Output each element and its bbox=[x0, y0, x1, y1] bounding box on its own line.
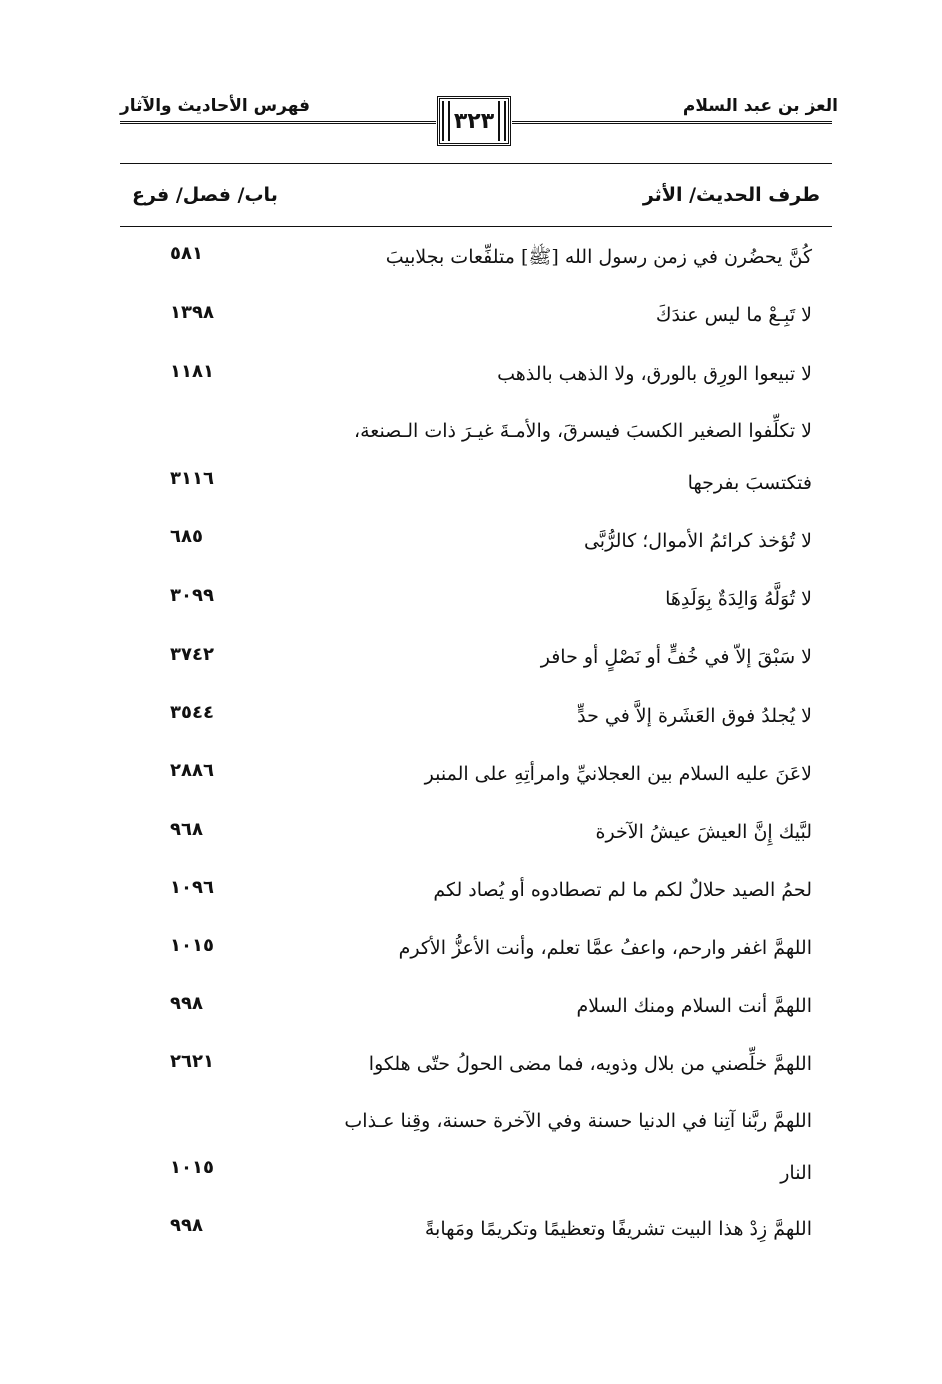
entry-text: لا تُوَلَّهُ وَالِدَةٌ بِوَلَدِهَا bbox=[665, 588, 812, 610]
page-number: ٣٢٣ bbox=[437, 96, 511, 146]
entry-text-continued: النار bbox=[780, 1162, 812, 1184]
text-column-header: طرف الحديث/ الأثر bbox=[642, 184, 820, 206]
entry-ref: ٢٨٨٦ bbox=[170, 760, 214, 781]
entry-ref: ٣٥٤٤ bbox=[170, 702, 214, 723]
entry-text: لحمُ الصيد حلالٌ لكم ما لم تصطادوه أو يُصاد لكم bbox=[433, 879, 812, 901]
entry-text: لا تَبِـعْ ما ليس عندَكَ bbox=[655, 304, 812, 326]
entry-text: لا تكلِّفوا الصغير الكسبَ فيسرقَ، والأمـةَ غيـرَ ذات الـصنعة، bbox=[353, 420, 812, 442]
entry-text: اللهمَّ ربَّنا آتِنا في الدنيا حسنة وفي الآخرة حسنة، وقِنا عـذاب bbox=[344, 1110, 812, 1132]
entry-text: لا سَبْقَ إلاّ في خُفٍّ أو نَصْلٍ أو حافر bbox=[540, 646, 812, 668]
entry-ref: ٣٧٤٢ bbox=[170, 644, 214, 665]
header-rule-right bbox=[512, 121, 832, 124]
entry-ref: ١٠١٥ bbox=[170, 935, 214, 956]
entry-text: لبَّيك إِنَّ العيشَ عيشُ الآخرة bbox=[595, 821, 812, 843]
entry-text: لا يُجلدُ فوق العَشَرة إلاَّ في حدٍّ bbox=[577, 705, 812, 727]
entry-text: لا تبيعوا الورِق بالورق، ولا الذهب بالذهب bbox=[497, 363, 812, 385]
entry-ref: ٩٩٨ bbox=[170, 1215, 203, 1236]
column-header-rule bbox=[120, 226, 832, 227]
running-head-author: العز بن عبد السلام bbox=[682, 96, 838, 116]
entry-text: اللهمَّ اغفر وارحم، واعفُ عمَّا تعلم، وأنت الأعزُّ الأكرم bbox=[398, 937, 812, 959]
entry-text: اللهمَّ زِدْ هذا البيت تشريفًا وتعظيمًا وتكريمًا ومَهابةً bbox=[424, 1218, 812, 1240]
entry-text: لا تُؤخذ كرائمُ الأموال؛ كالرُّبَّى bbox=[583, 530, 812, 552]
entry-ref: ٣٠٩٩ bbox=[170, 585, 214, 606]
entry-ref: ١٣٩٨ bbox=[170, 302, 214, 323]
entry-text-continued: فتكتسبَ بفرجها bbox=[687, 472, 812, 494]
entry-ref: ٢٦٢١ bbox=[170, 1051, 214, 1072]
entry-ref: ٩٩٨ bbox=[170, 993, 203, 1014]
header-rule-left bbox=[120, 121, 436, 124]
entry-text: لاعَنَ عليه السلام بين العجلانيِّ وامرأتِهِ على المنبر bbox=[424, 763, 812, 785]
entry-text: اللهمَّ خلِّصني من بلال وذويه، فما مضى الحولُ حتّى هلكوا bbox=[368, 1053, 812, 1075]
entry-ref: ٥٨١ bbox=[170, 243, 203, 264]
entry-text: كُنَّ يحضُرن في زمن رسول الله [ﷺ] متلفِّعات بجلابيبَ bbox=[385, 246, 812, 268]
entry-text: اللهمَّ أنت السلام ومنك السلام bbox=[576, 995, 812, 1017]
entry-ref: ٣١١٦ bbox=[170, 468, 214, 489]
entry-ref: ١٠١٥ bbox=[170, 1157, 214, 1178]
running-head-section: فهرس الأحاديث والآثار bbox=[120, 96, 311, 116]
top-table-rule bbox=[120, 163, 832, 164]
entry-ref: ٩٦٨ bbox=[170, 819, 203, 840]
ref-column-header: باب/ فصل/ فرع bbox=[132, 184, 278, 206]
entry-ref: ١١٨١ bbox=[170, 361, 214, 382]
entry-ref: ٦٨٥ bbox=[170, 526, 203, 547]
entry-ref: ١٠٩٦ bbox=[170, 877, 214, 898]
